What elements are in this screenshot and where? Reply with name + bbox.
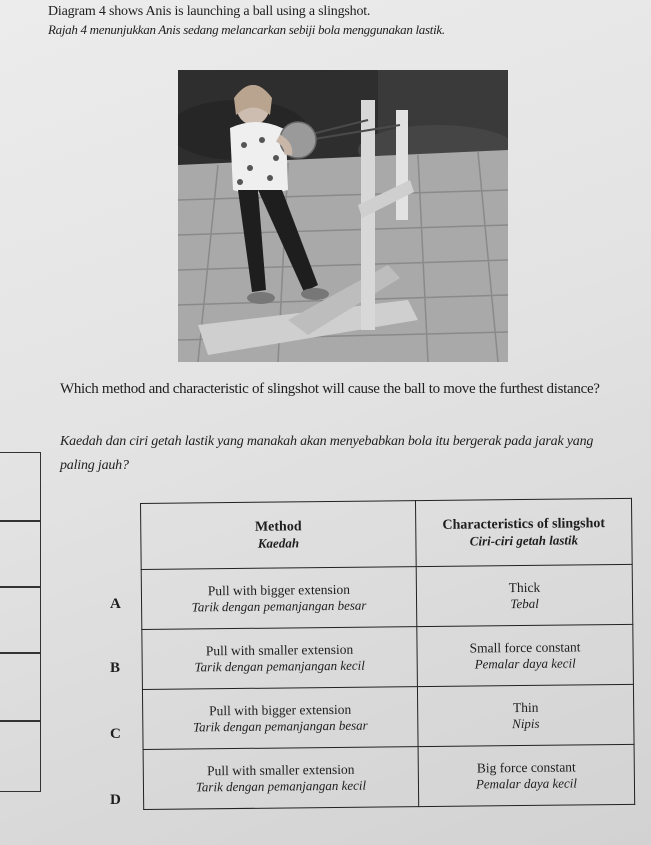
method-header-malay: Kaedah	[257, 534, 300, 551]
diagram-caption-malay: Rajah 4 menunjukkan Anis sedang melancarkan sebiji bola menggunakan lastik.	[48, 22, 445, 37]
table-row	[143, 744, 635, 809]
diagram-caption-english: Diagram 4 shows Anis is launching a ball using a slingshot.	[48, 4, 371, 19]
margin-box	[0, 586, 41, 654]
method-english: Pull with bigger extension	[207, 581, 351, 598]
characteristic-malay: Nipis	[512, 715, 540, 731]
characteristic-malay: Pemalar daya kecil	[475, 774, 578, 791]
method-cell	[143, 747, 419, 810]
option-letter: B	[110, 660, 121, 676]
margin-box	[0, 652, 41, 722]
characteristic-english: Small force constant	[469, 638, 581, 656]
characteristics-header-english: Characteristics of slingshot	[442, 515, 606, 533]
method-malay: Tarik dengan pemanjangan besar	[191, 597, 367, 614]
question-english: Which method and characteristic of slingshot will cause the ball to move the furthest distance?	[60, 381, 600, 397]
characteristic-malay: Pemalar daya kecil	[474, 654, 576, 672]
characteristic-cell	[416, 564, 633, 626]
table-row	[141, 564, 633, 629]
option-letter: C	[110, 726, 121, 742]
margin-box	[0, 720, 41, 792]
table-row	[142, 684, 634, 749]
characteristic-cell	[418, 744, 635, 806]
table-row	[142, 624, 634, 689]
characteristic-english: Thick	[508, 579, 541, 595]
method-cell	[142, 627, 418, 690]
option-letter: A	[110, 596, 121, 612]
characteristics-header-malay: Ciri-ciri getah lastik	[469, 531, 579, 549]
table-header-row	[141, 498, 633, 569]
method-cell	[141, 567, 417, 630]
question-malay: Kaedah dan ciri getah lastik yang manakah akan menyebabkan bola itu bergerak pada jarak yang paling jauh?	[60, 434, 594, 473]
method-header-english: Method	[254, 518, 302, 535]
method-column-header	[141, 501, 417, 570]
method-malay: Tarik dengan pemanjangan besar	[192, 717, 368, 734]
characteristic-cell	[417, 624, 634, 686]
options-table	[140, 498, 635, 810]
characteristic-english: Thin	[512, 699, 539, 715]
method-malay: Tarik dengan pemanjangan kecil	[194, 657, 365, 674]
slingshot-photo-illustration	[178, 70, 508, 362]
method-malay: Tarik dengan pemanjangan kecil	[195, 777, 367, 794]
method-english: Pull with bigger extension	[209, 701, 352, 718]
characteristic-malay: Tebal	[510, 595, 539, 611]
characteristics-column-header	[415, 498, 632, 566]
diagram-4-photo	[178, 70, 508, 362]
margin-box	[0, 452, 41, 522]
margin-box	[0, 520, 41, 588]
method-cell	[142, 687, 418, 750]
method-english: Pull with smaller extension	[207, 761, 355, 778]
characteristic-english: Big force constant	[476, 758, 576, 775]
option-letter: D	[110, 792, 121, 808]
method-english: Pull with smaller extension	[205, 641, 354, 658]
characteristic-cell	[417, 684, 634, 746]
